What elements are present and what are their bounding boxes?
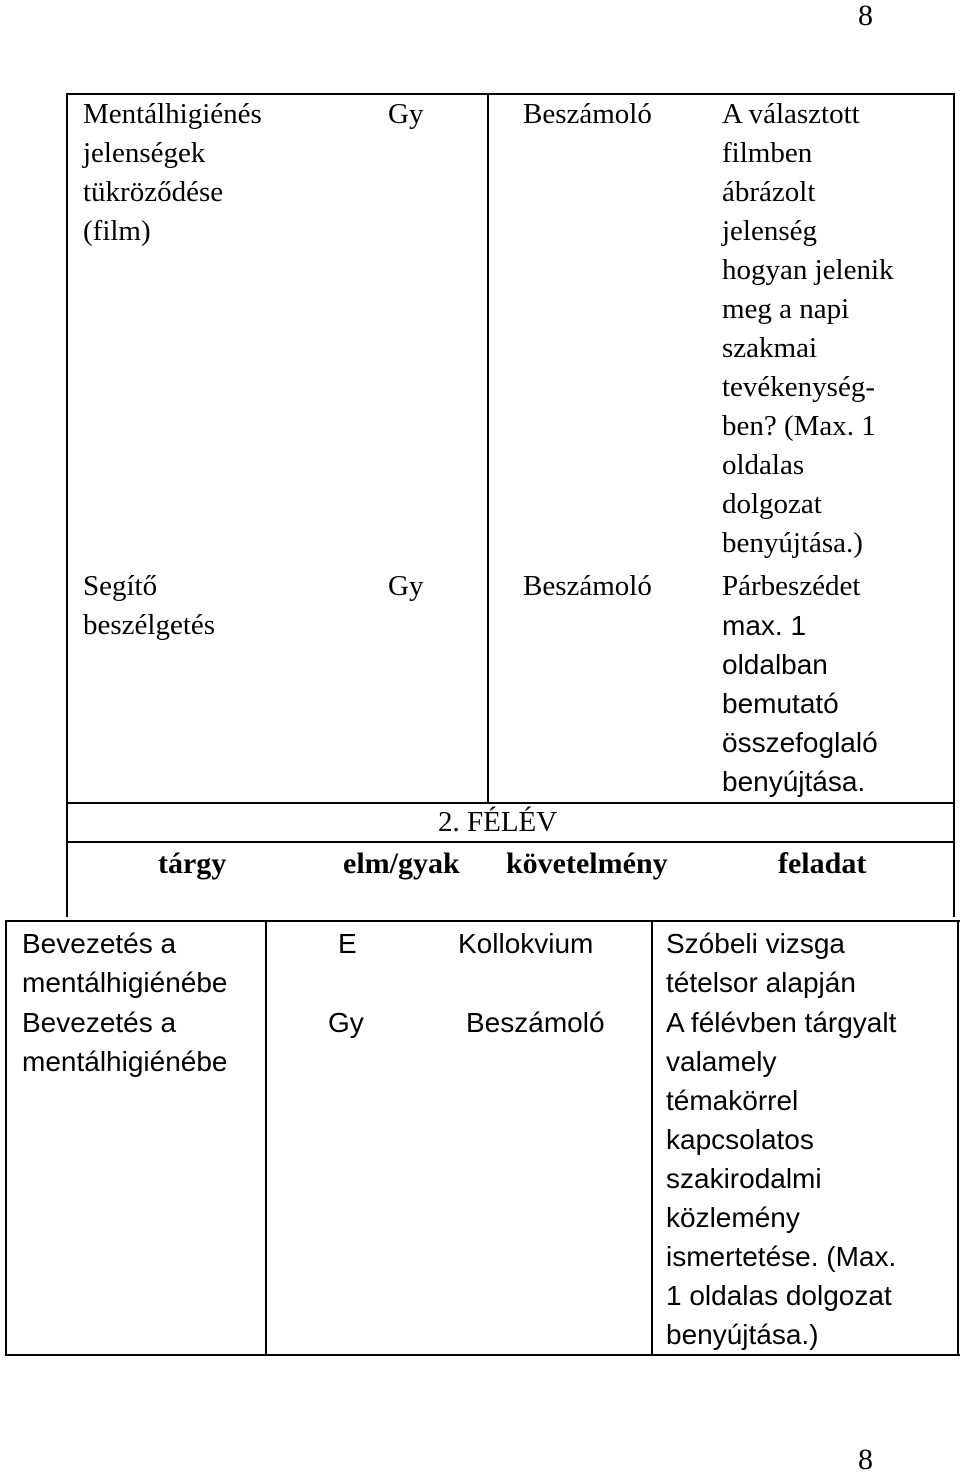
lower-row2-type: Gy — [328, 1007, 364, 1038]
lower-row1-task: Szóbeli vizsga tételsor alapján — [666, 928, 856, 998]
table-border-right — [953, 93, 955, 917]
lower-row2-subject: Bevezetés a mentálhigiénébe — [22, 1007, 228, 1077]
lower-column-divider-2 — [651, 920, 653, 1356]
row1-subject: Mentálhigiénés jelenségek tükröződése (film) — [83, 98, 262, 247]
header-subject: tárgy — [158, 847, 227, 880]
page-number-bottom: 8 — [858, 1443, 873, 1476]
header-type: elm/gyak — [343, 847, 460, 880]
header-task: feladat — [778, 847, 867, 880]
row1-requirement: Beszámoló — [523, 98, 652, 130]
lower-row2-task: A félévben tárgyalt valamely témakörrel kapcsolatos szakirodalmi közlemény ismertetése. (Max. 1 oldalas dolgozat benyújtása.) — [666, 1007, 897, 1350]
header-requirement: követelmény — [506, 847, 668, 880]
semester-title: 2. FÉLÉV — [438, 806, 558, 838]
lower-border-right — [957, 920, 959, 1356]
lower-row1-requirement: Kollokvium — [458, 928, 594, 959]
row1-task: A választott filmben ábrázolt jelenség hogyan jelenik meg a napi szakmai tevékenység- ben? (Max. 1 oldalas dolgozat benyújtása.) — [722, 98, 894, 559]
lower-column-divider-1 — [265, 920, 267, 1356]
row2-subject: Segítő beszélgetés — [83, 570, 216, 641]
lower-border-bottom — [5, 1354, 960, 1356]
row2-type: Gy — [388, 570, 424, 602]
row2-task-first-line: Párbeszédet — [722, 570, 861, 602]
table-border-left — [66, 93, 68, 917]
row1-type: Gy — [388, 98, 424, 130]
lower-row1-type: E — [338, 928, 357, 959]
row2-requirement: Beszámoló — [523, 570, 652, 602]
lower-row2-requirement: Beszámoló — [466, 1007, 605, 1038]
row2-task-rest: max. 1 oldalban bemutató összefoglaló benyújtása. — [722, 610, 878, 797]
column-divider — [487, 93, 489, 803]
lower-border-left — [5, 920, 7, 1356]
lower-row1-subject: Bevezetés a mentálhigiénébe — [22, 928, 228, 998]
page-number-top: 8 — [858, 0, 873, 32]
lower-border-top — [5, 920, 960, 922]
